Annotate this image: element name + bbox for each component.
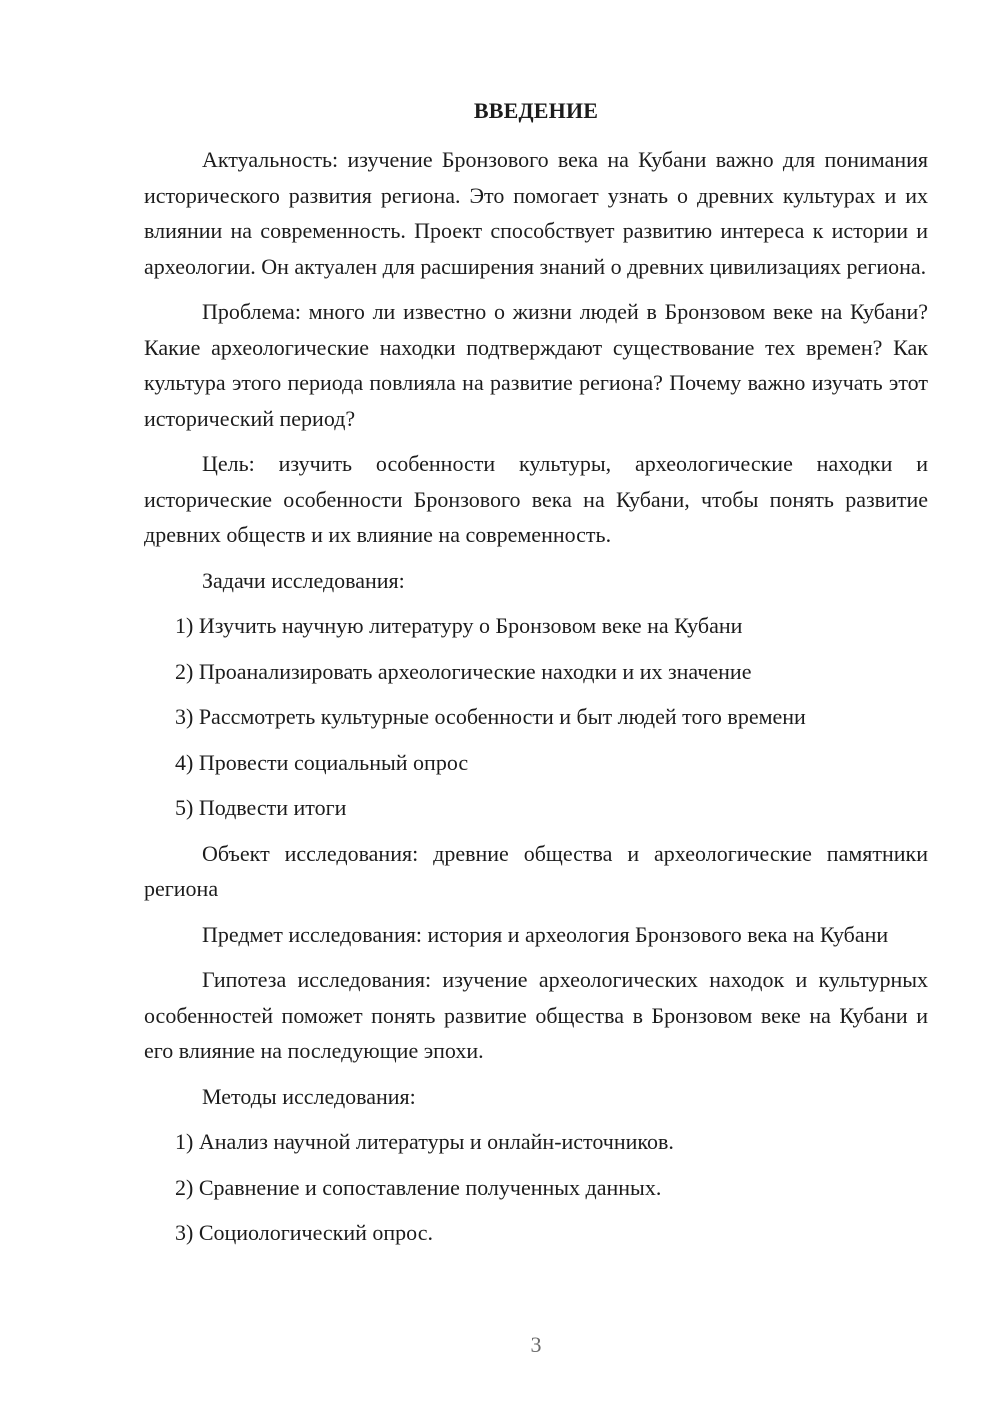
task-item: 5) Подвести итоги	[175, 795, 347, 820]
goal-paragraph: Цель: изучить особенности культуры, археологические находки и исторические особенности Бронзового века на Кубани, чтобы понять развитие древних обществ и их влияние на современность.	[144, 451, 928, 547]
page-number: 3	[530, 1332, 542, 1357]
task-item: 2) Проанализировать археологические находки и их значение	[175, 658, 752, 684]
method-item: 2) Сравнение и сопоставление полученных данных.	[175, 1174, 662, 1200]
document-page	[144, 0, 928, 1414]
page-title: ВВЕДЕНИЕ	[473, 98, 599, 123]
relevance-paragraph: Актуальность: изучение Бронзового века на Кубани важно для понимания исторического развития региона. Это помогает узнать о древних культурах и их влиянии на современность. Проект способствует развитию интереса к истории и археологии. Он актуален для расширения знаний о древних цивилизациях региона.	[144, 147, 928, 279]
task-item: 1) Изучить научную литературу о Бронзовом веке на Кубани	[175, 613, 743, 638]
tasks-heading: Задачи исследования:	[202, 567, 405, 593]
hypothesis-paragraph: Гипотеза исследования: изучение археологических находок и культурных особенностей поможет понять развитие общества в Бронзовом веке на Кубани и его влияние на последующие эпохи.	[144, 967, 928, 1063]
methods-heading: Методы исследования:	[202, 1083, 416, 1109]
object-paragraph: Объект исследования: древние общества и археологические памятники региона	[144, 840, 928, 901]
problem-paragraph: Проблема: много ли известно о жизни людей в Бронзовом веке на Кубани? Какие археологические находки подтверждают существование тех времен? Как культура этого периода повлияла на развитие региона? Почему важно изучать этот исторический период?	[144, 299, 928, 431]
task-item: 4) Провести социальный опрос	[175, 749, 469, 775]
method-item: 1) Анализ научной литературы и онлайн-источников.	[175, 1129, 674, 1154]
subject-paragraph: Предмет исследования: история и археология Бронзового века на Кубани	[202, 921, 889, 947]
task-item: 3) Рассмотреть культурные особенности и быт людей того времени	[175, 704, 806, 729]
method-item: 3) Социологический опрос.	[175, 1220, 433, 1245]
document-body	[144, 142, 928, 1261]
